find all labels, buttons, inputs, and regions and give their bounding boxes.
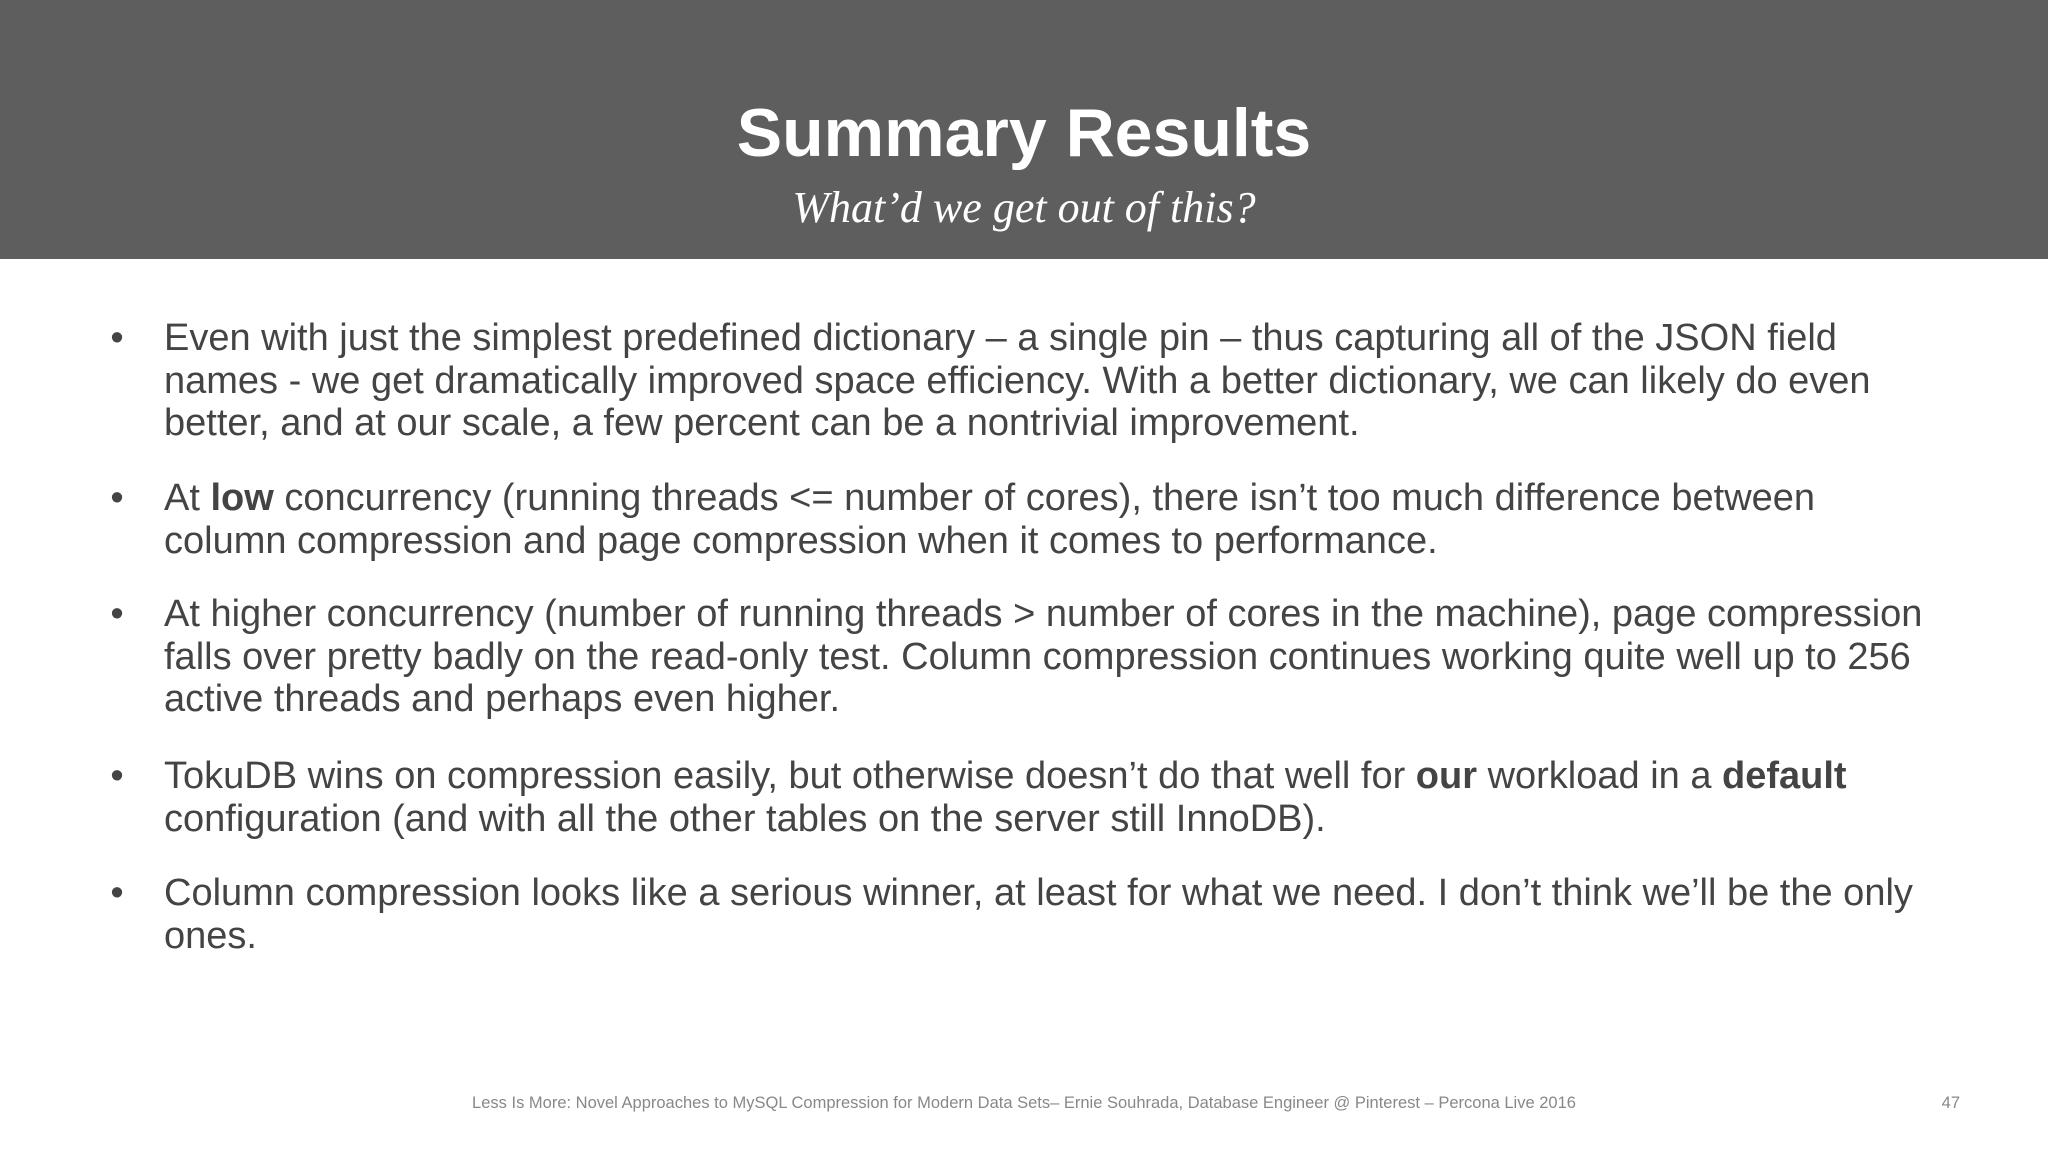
bullet-text-part: At (164, 477, 211, 519)
bullet-item (110, 755, 1944, 840)
bullet-item (110, 872, 1944, 957)
bullet-text: At higher concurrency (number of running threads > number of cores in the machine), page compression falls over pretty badly on the read-only test. Column compression continues working quite well up to 256 active threads and perhaps even higher. (164, 593, 1923, 720)
bullet-marker: • (110, 755, 124, 797)
bullet-item (110, 593, 1944, 721)
bullet-text: Even with just the simplest predefined dictionary – a single pin – thus capturing all of the JSON field names - we get dramatically improved space efficiency. With a better dictionary, we can likely do even better, and at our scale, a few percent can be a nontrivial improvement. (164, 317, 1871, 444)
page-number: 47 (1941, 1094, 1960, 1112)
footer-caption: Less Is More: Novel Approaches to MySQL Compression for Modern Data Sets– Ernie Souhrada, Database Engineer @ Pinterest – Percona Live 2016 (472, 1094, 1576, 1112)
bullet-emphasis: default (1722, 755, 1847, 797)
bullet-marker: • (110, 593, 124, 635)
slide-subtitle: What’d we get out of this? (792, 183, 1256, 232)
bullet-text-part: configuration (and with all the other tables on the server still InnoDB). (164, 797, 1326, 840)
bullet-text-part: concurrency (running threads <= number of cores), there isn’t too much difference between column compression and page compression when it comes to performance. (164, 477, 1816, 562)
bullet-item (110, 477, 1944, 562)
bullet-text-part: TokuDB wins on compression easily, but otherwise doesn’t do that well for (164, 755, 1416, 797)
slide-title: Summary Results (736, 95, 1312, 171)
bullet-marker: • (110, 317, 124, 359)
bullet-marker: • (110, 872, 124, 914)
bullet-marker: • (110, 477, 124, 519)
bullet-item (110, 317, 1944, 445)
bullet-emphasis: our (1415, 755, 1478, 797)
bullet-emphasis: low (210, 477, 274, 519)
bullet-text: Column compression looks like a serious winner, at least for what we need. I don’t think we’ll be the only ones. (164, 872, 1913, 957)
bullet-text-part: workload in a (1477, 755, 1723, 797)
